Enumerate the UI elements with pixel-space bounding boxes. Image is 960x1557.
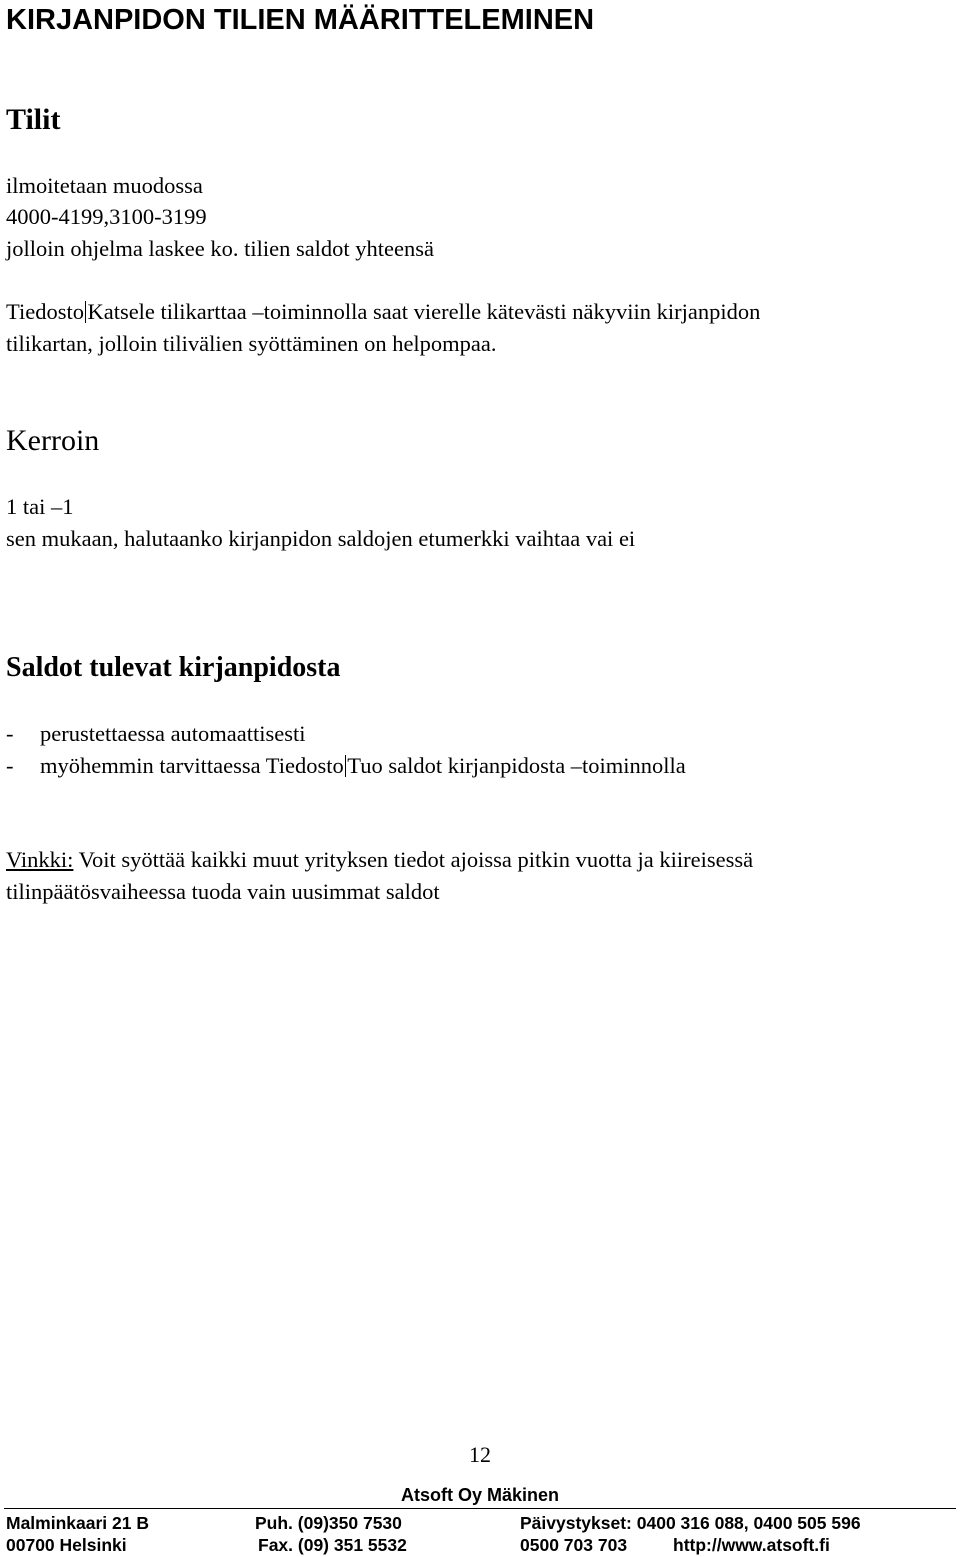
vinkki-line-1	[6, 844, 753, 876]
section-heading-tilit: Tilit	[6, 103, 61, 136]
kerroin-line-1: 1 tai –1	[6, 494, 74, 519]
vinkki-text: Voit syöttää kaikki muut yrityksen tiedot ajoissa pitkin vuotta ja kiireisessä	[73, 847, 754, 872]
tilit-line-1: ilmoitetaan muodossa	[6, 173, 203, 198]
footer-fax: Fax. (09) 351 5532	[258, 1535, 407, 1555]
footer-duty-phones: Päivystykset: 0400 316 088, 0400 505 596	[520, 1513, 861, 1533]
footer-phone: Puh. (09)350 7530	[255, 1513, 402, 1533]
list-item-text-post: Tuo saldot kirjanpidosta –toiminnolla	[347, 753, 686, 778]
menu-path-file: Tiedosto	[6, 299, 84, 324]
footer-website-link[interactable]: http://www.atsoft.fi	[673, 1535, 830, 1555]
footer-address-1: Malminkaari 21 B	[6, 1513, 149, 1533]
saldot-list-item	[6, 718, 306, 750]
footer-address-2: 00700 Helsinki	[6, 1535, 127, 1555]
section-heading-kerroin: Kerroin	[6, 424, 100, 457]
section-heading-saldot: Saldot tulevat kirjanpidosta	[6, 652, 341, 683]
list-item-text-pre: myöhemmin tarvittaessa Tiedosto	[40, 753, 344, 778]
saldot-list-item	[6, 750, 686, 782]
menu-path-view: Katsele tilikarttaa –toiminnolla saat vierelle kätevästi näkyviin kirjanpidon	[87, 299, 761, 324]
vinkki-line-2: tilinpäätösvaiheessa tuoda vain uusimmat saldot	[6, 879, 440, 904]
tilit-line-2: 4000-4199,3100-3199	[6, 204, 207, 229]
tilit-menu-line	[6, 296, 760, 328]
list-dash: -	[6, 753, 14, 778]
page-number: 12	[469, 1442, 491, 1467]
footer-company: Atsoft Oy Mäkinen	[400, 1485, 560, 1505]
kerroin-line-2: sen mukaan, halutaanko kirjanpidon saldojen etumerkki vaihtaa vai ei	[6, 526, 636, 551]
list-dash: -	[6, 721, 14, 746]
tilit-line-3: jolloin ohjelma laskee ko. tilien saldot yhteensä	[6, 236, 435, 261]
list-item-text: perustettaessa automaattisesti	[40, 721, 306, 746]
vinkki-label: Vinkki:	[6, 847, 74, 872]
footer-divider	[4, 1508, 956, 1509]
page-title: KIRJANPIDON TILIEN MÄÄRITTELEMINEN	[6, 4, 595, 36]
tilit-line-5: tilikartan, jolloin tilivälien syöttäminen on helpompaa.	[6, 331, 497, 356]
footer-duty-phone-2: 0500 703 703	[520, 1535, 628, 1555]
